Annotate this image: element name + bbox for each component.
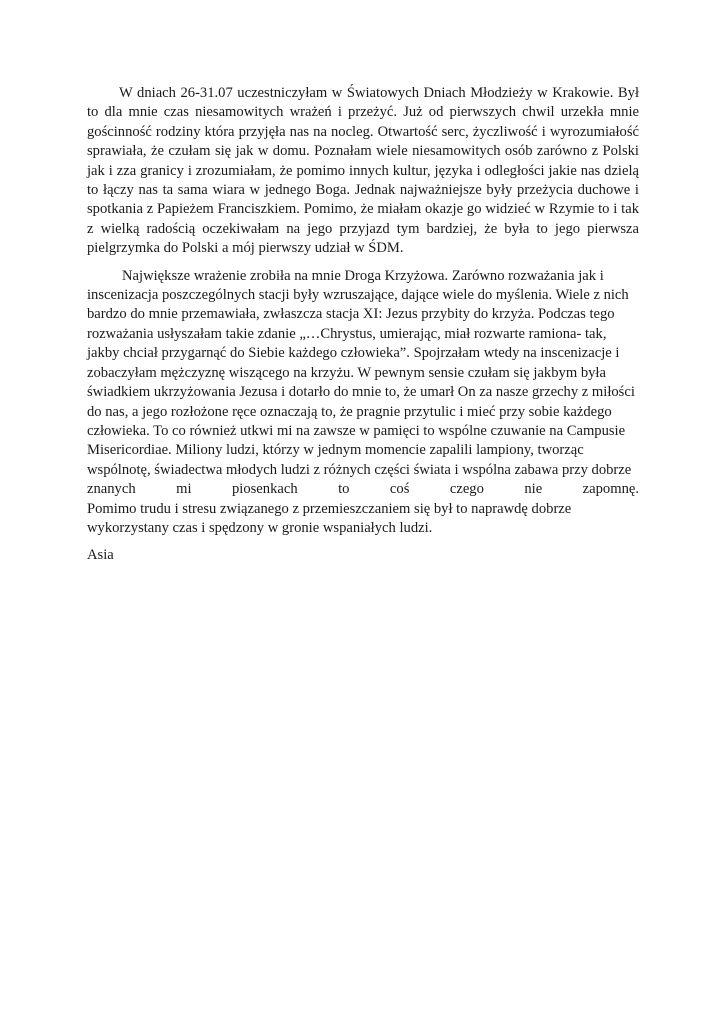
signature: Asia <box>87 547 114 564</box>
paragraph-1: W dniach 26-31.07 uczestniczyłam w Światowych Dniach Młodzieży w Krakowie. Był to dla mnie czas niesamowitych wrażeń i przeżyć. Już od pierwszych chwil urzekła mnie gościnność rodziny która przyjęła nas na nocleg. Otwartość serc, życzliwość i wyrozumiałość sprawiała, że czułam się jak w domu. Poznałam wiele niesamowitych osób zarówno z Polski jak i zza granicy i zrozumiałam, że pomimo innych kultur, języka i odległości jakie nas dzielą to łączy nas ta sama wiara w jednego Boga. Jednak najważniejsze były przeżycia duchowe i spotkania z Papieżem Franciszkiem. Pomimo, że miałam okazje go widzieć w Rzymie to i tak z wielką radością oczekiwałam na jego przyjazd tym bardziej, że była to jego pierwsza pielgrzymka do Polski a mój pierwszy udział w ŚDM. <box>87 85 639 257</box>
paragraph-2-line: człowieka. To co również utkwi mi na zawsze w pamięci to wspólne czuwanie na Campusie <box>87 422 626 439</box>
paragraph-2-line: świadkiem ukrzyżowania Jezusa i dotarło do mnie to, że umarł On za nasze grzechy z miłości <box>87 384 635 401</box>
spread-word: mi <box>176 481 192 498</box>
spread-word: zapomnę. <box>582 481 639 498</box>
spread-word: czego <box>449 481 484 498</box>
document-body <box>87 84 639 566</box>
paragraph-2-line: Misericordiae. Miliony ludzi, którzy w jednym momencie zapalili lampiony, tworząc <box>87 442 584 459</box>
spread-word: coś <box>389 481 410 498</box>
paragraph-2-line: wspólnotę, świadectwa młodych ludzi z różnych części świata i wspólna zabawa przy dobrze <box>87 461 632 478</box>
paragraph-2-line: Pomimo trudu i stresu związanego z przemieszczaniem się był to naprawdę dobrze <box>87 500 572 517</box>
paragraph-2-line: rozważania usłyszałam takie zdanie „…Chrystus, umierając, miał rozwarte ramiona- tak, <box>87 325 607 342</box>
spread-word: znanych <box>87 481 136 498</box>
paragraph-2-line: inscenizacja poszczególnych stacji były wzruszające, dające wiele do myślenia. Wiele z nich <box>87 287 629 304</box>
paragraph-2-line: jakby chciał przygarnąć do Siebie każdego człowieka”. Spojrzałam wtedy na inscenizacje i <box>87 345 620 362</box>
paragraph-2-line: do nas, a jego rozłożone ręce oznaczają to, że pragnie przytulic i mieć przy sobie każdego <box>87 403 612 420</box>
paragraph-2-line: wykorzystany czas i spędzony w gronie wspaniałych ludzi. <box>87 519 433 536</box>
paragraph-2-line: Największe wrażenie zrobiła na mnie Droga Krzyżowa. Zarówno rozważania jak i <box>122 267 604 284</box>
spread-word: nie <box>524 481 543 498</box>
spread-word: piosenkach <box>231 481 298 498</box>
paragraph-2 <box>87 267 639 539</box>
paragraph-2-spread-line <box>87 480 639 499</box>
paragraph-2-line: bardzo do mnie przemawiała, zwłaszcza stacja XI: Jezus przybity do krzyża. Podczas tego <box>87 306 615 323</box>
spread-word: to <box>338 481 350 498</box>
paragraph-2-line: zobaczyłam mężczyznę wiszącego na krzyżu. W pewnym sensie czułam się jakbym była <box>87 364 606 381</box>
